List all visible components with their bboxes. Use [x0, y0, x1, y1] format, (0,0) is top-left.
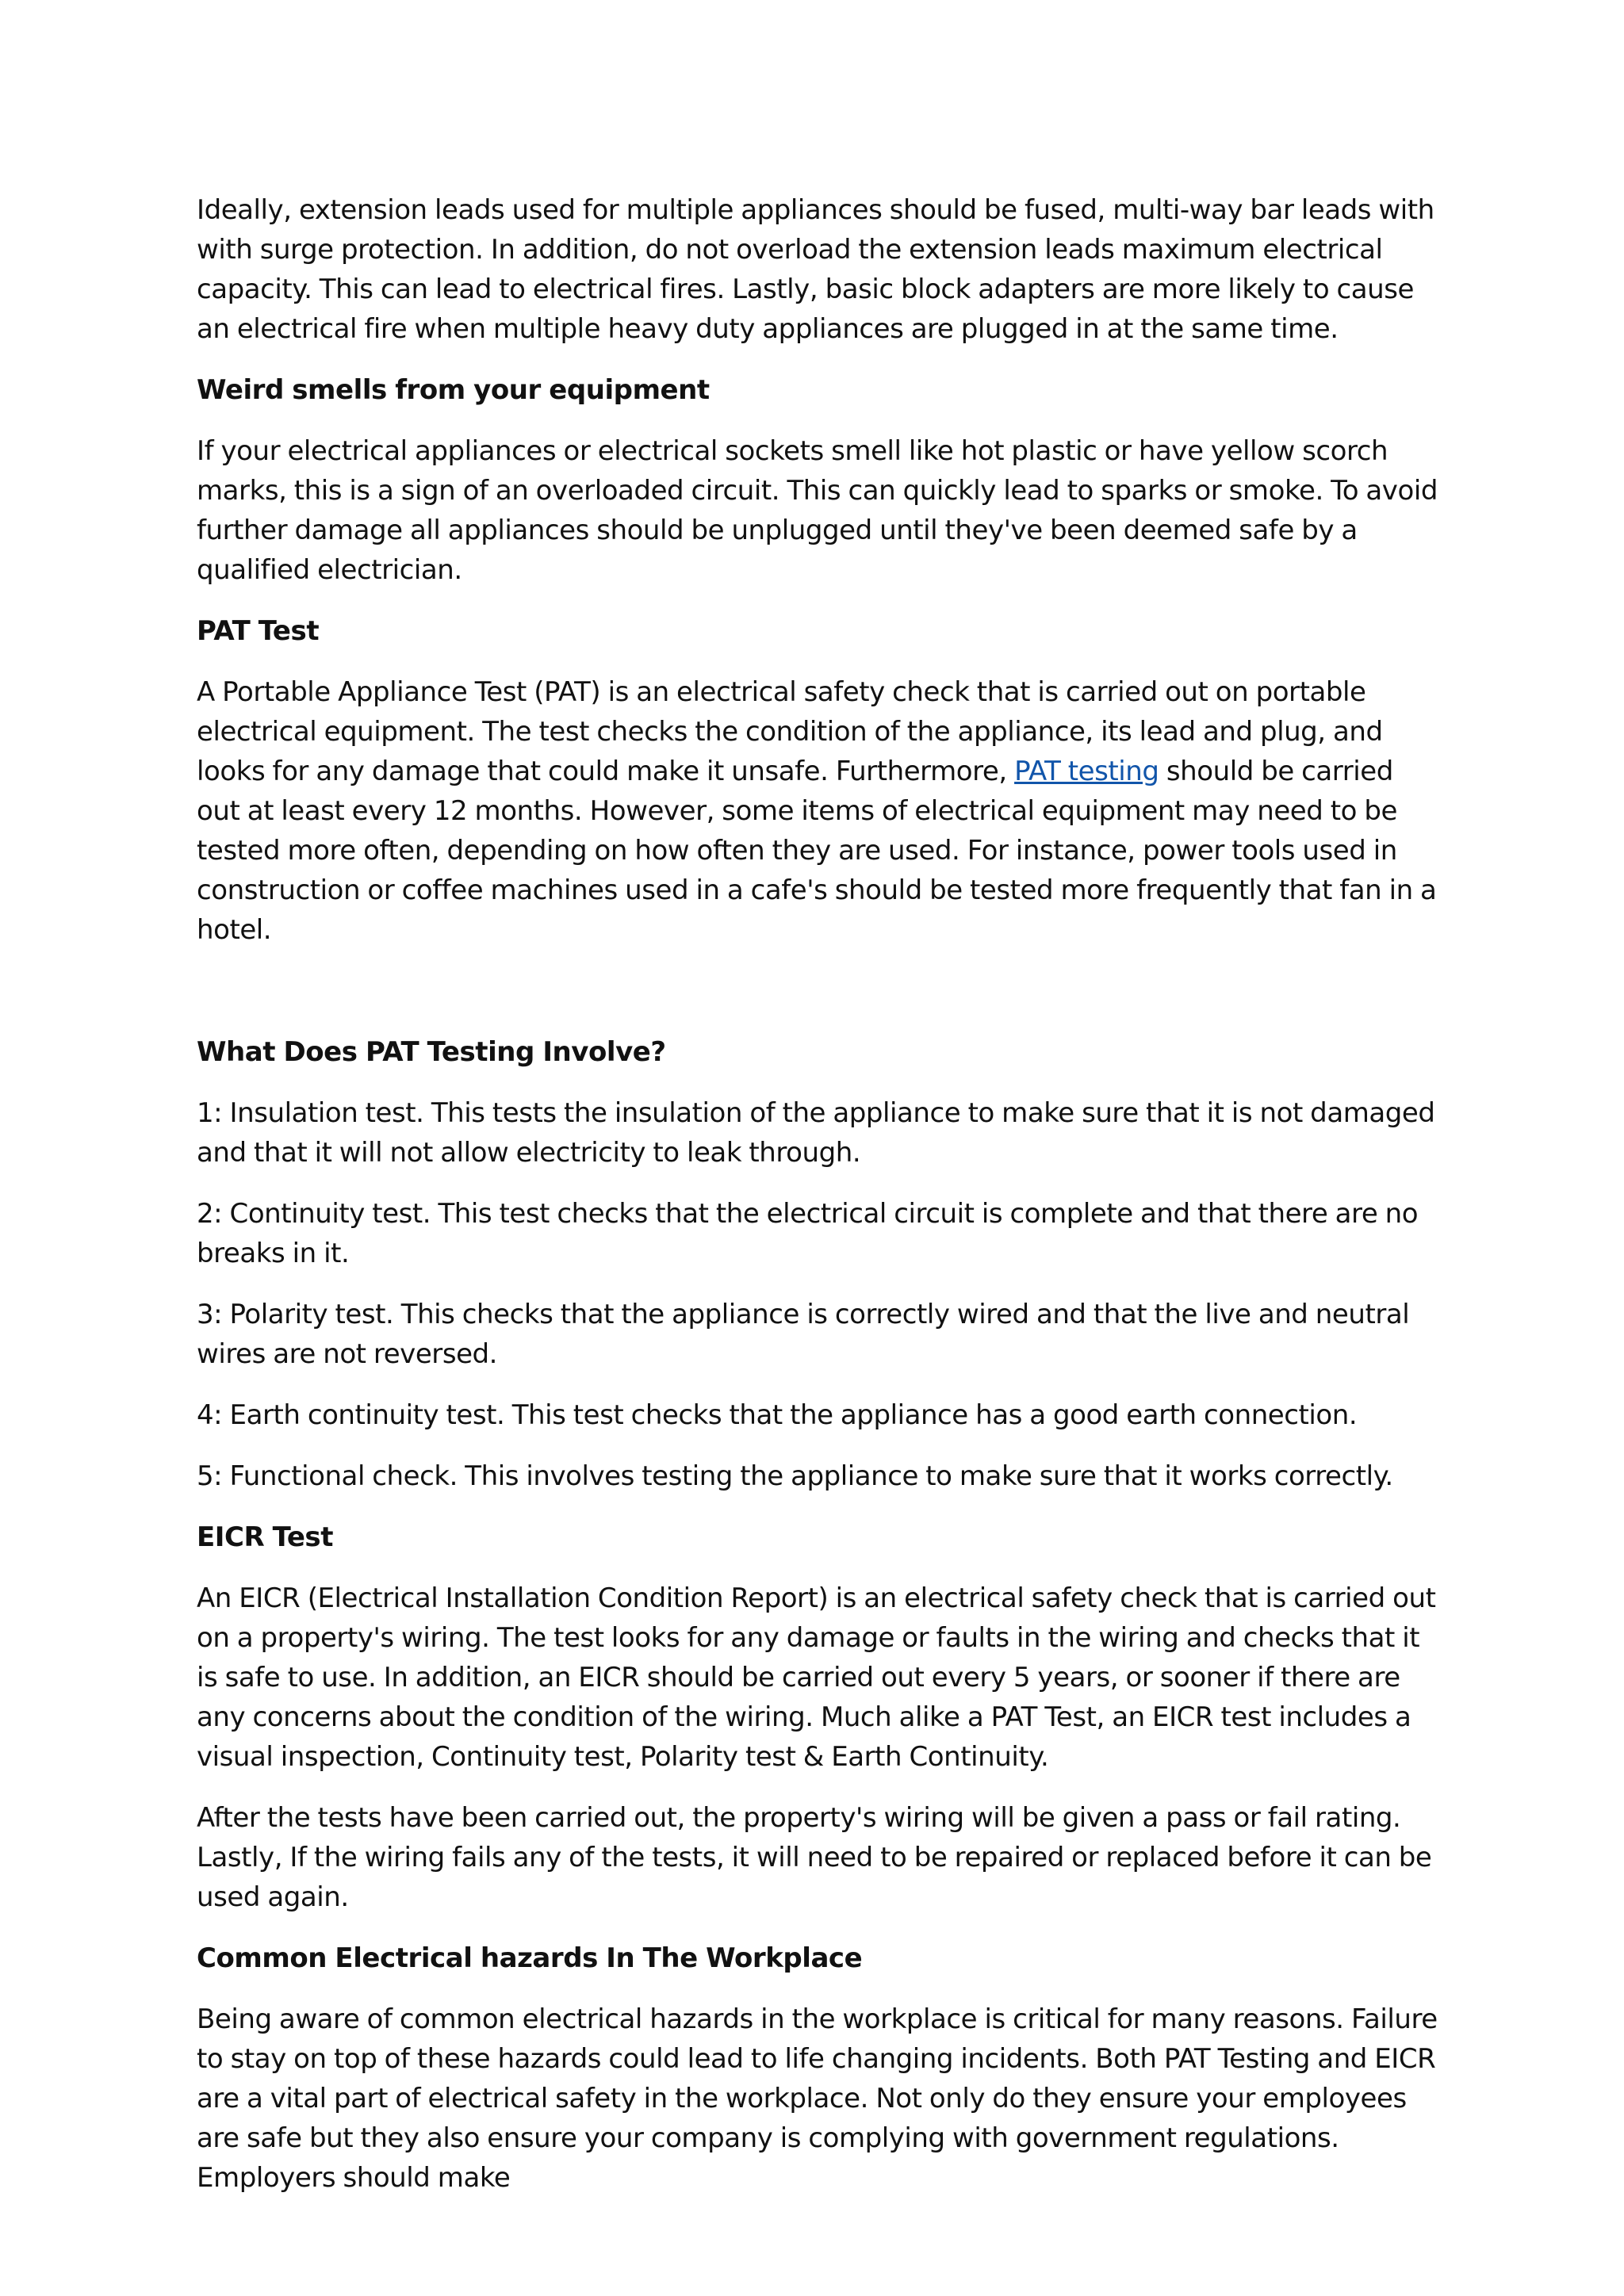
step-polarity-test: 3: Polarity test. This checks that the appliance is correctly wired and that the live and neutral wires are not reversed. [197, 1299, 1410, 1370]
pat-test-text-start: A Portable Appliance Test (PAT) is an electrical safety check that is carried out on portable electrical equipment. The test checks the condition of the appliance, its lead and plug, and looks for any damage that could make it unsafe. Furthermore, [197, 676, 1383, 787]
pat-test-text-end: should be carried out at least every 12 months. However, some items of electrical equipment may need to be tested more often, depending on how often they are used. For instance, power tools used in construction or coffee machines used in a cafe's should be tested more frequently that fan in a hotel. [197, 756, 1437, 946]
step-continuity-test: 2: Continuity test. This test checks that the electrical circuit is complete and that there are no breaks in it. [197, 1198, 1419, 1269]
paragraph-weird-smells: If your electrical appliances or electrical sockets smell like hot plastic or have yellow scorch marks, this is a sign of an overloaded circuit. This can quickly lead to sparks or smoke. To avoid further damage all appliances should be unplugged until they've been deemed safe by a qualified electrician. [197, 435, 1438, 586]
pat-testing-link[interactable]: PAT testing [1014, 756, 1159, 787]
document-page [197, 190, 1440, 2219]
step-earth-continuity-test: 4: Earth continuity test. This test checks that the appliance has a good earth connection. [197, 1399, 1358, 1431]
paragraph-eicr-result: After the tests have been carried out, the property's wiring will be given a pass or fail rating. Lastly, If the wiring fails any of the tests, it will need to be repaired or replaced before it can be used again. [197, 1802, 1432, 1913]
heading-eicr-test: EICR Test [197, 1521, 334, 1553]
section-spacer [197, 971, 1440, 1032]
step-functional-check: 5: Functional check. This involves testing the appliance to make sure that it works correctly. [197, 1460, 1393, 1492]
heading-weird-smells: Weird smells from your equipment [197, 374, 710, 406]
paragraph-eicr: An EICR (Electrical Installation Condition Report) is an electrical safety check that is carried out on a property's wiring. The test looks for any damage or faults in the wiring and checks that it is safe to use. In addition, an EICR should be carried out every 5 years, or sooner if there are any concerns about the condition of the wiring. Much alike a PAT Test, an EICR test includes a visual inspection, Continuity test, Polarity test & Earth Continuity. [197, 1582, 1436, 1773]
heading-pat-test: PAT Test [197, 615, 320, 647]
heading-common-hazards: Common Electrical hazards In The Workplace [197, 1942, 863, 1974]
step-insulation-test: 1: Insulation test. This tests the insulation of the appliance to make sure that it is not damaged and that it will not allow electricity to leak through. [197, 1097, 1435, 1169]
heading-pat-involve: What Does PAT Testing Involve? [197, 1036, 666, 1068]
paragraph-pat-test [197, 672, 1440, 950]
paragraph-extension-leads: Ideally, extension leads used for multiple appliances should be fused, multi-way bar leads with with surge protection. In addition, do not overload the extension leads maximum electrical capacity. This can lead to electrical fires. Lastly, basic block adapters are more likely to cause an electrical fire when multiple heavy duty appliances are plugged in at the same time. [197, 194, 1434, 345]
paragraph-common-hazards: Being aware of common electrical hazards in the workplace is critical for many reasons. Failure to stay on top of these hazards could lead to life changing incidents. Both PAT Testing and EICR are a vital part of electrical safety in the workplace. Not only do they ensure your employees are safe but they also ensure your company is complying with government regulations. Employers should make [197, 2003, 1438, 2194]
